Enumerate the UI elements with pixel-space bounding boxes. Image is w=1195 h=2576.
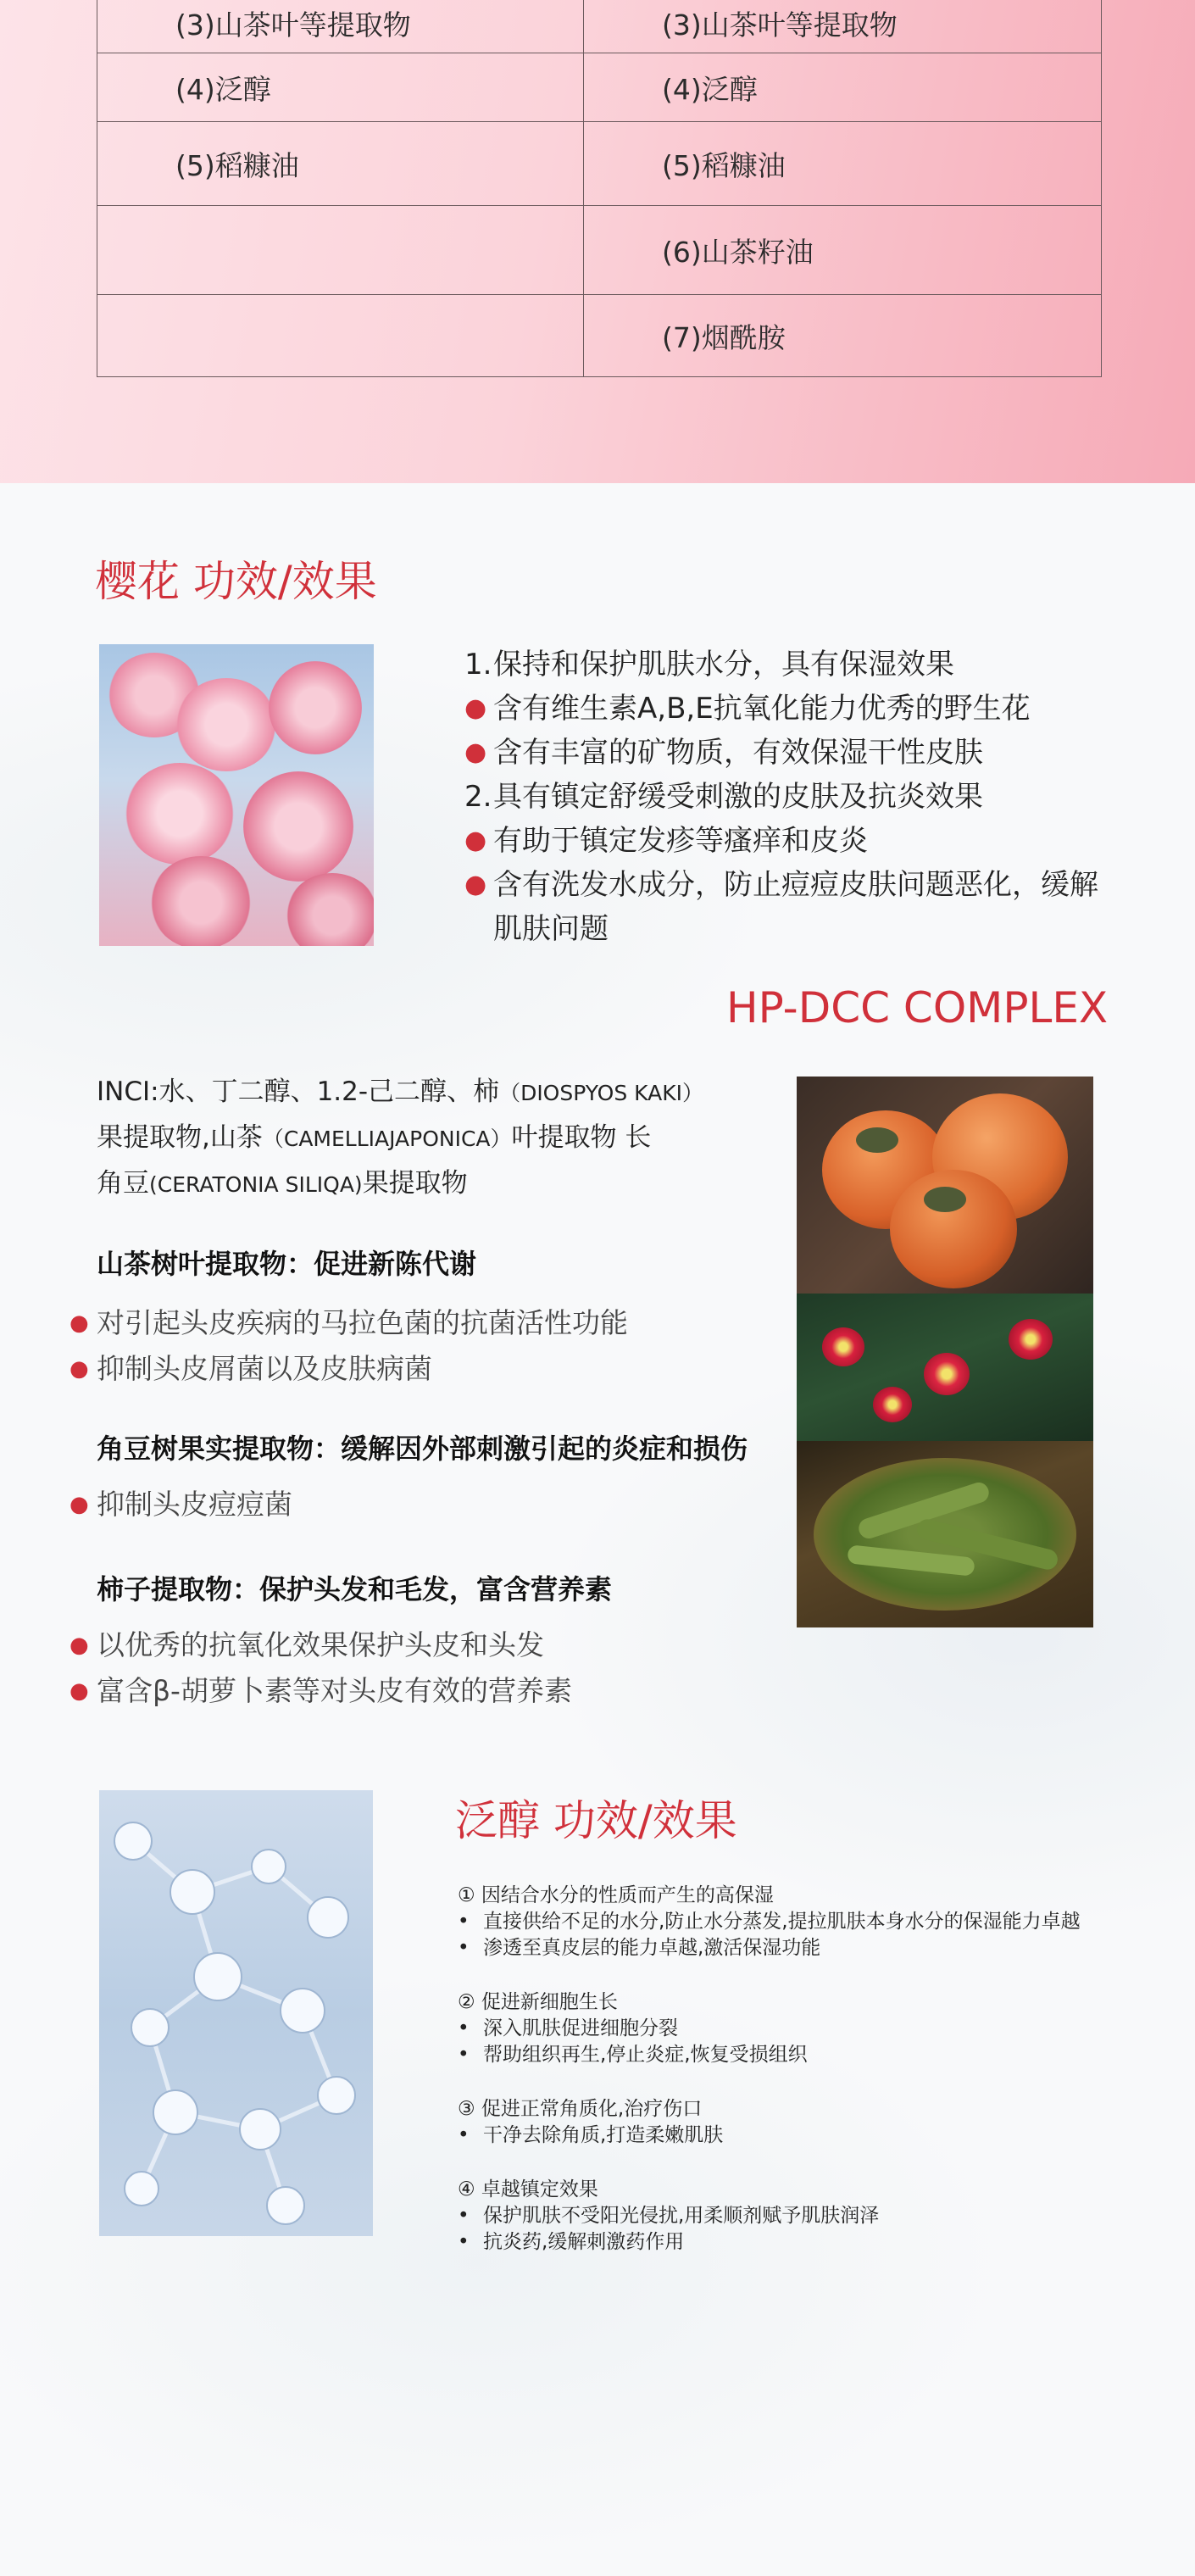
table-cell (97, 295, 584, 376)
persimmon-image (797, 1077, 1093, 1294)
bullet-icon: ● (69, 1356, 89, 1382)
table-row (97, 0, 1101, 53)
ingredient-photos (797, 1077, 1093, 1627)
list-item: ● 富含β-胡萝卜素等对头皮有效的营养素 (69, 1668, 781, 1714)
effect-group: ② 促进新细胞生长 • 深入肌肤促进细胞分裂 • 帮助组织再生,停止炎症,恢复受损组织 (458, 1989, 1127, 2068)
list-item: • 渗透至真皮层的能力卓越,激活保湿功能 (458, 1937, 821, 1959)
list-item: 1. 保持和保护肌肤水分，具有保湿效果 (464, 648, 954, 682)
list-item: • 直接供给不足的水分,防止水分蒸发,提拉肌肤本身水分的保湿能力卓越 (458, 1911, 1081, 1933)
table-cell: (5)稻糠油 (97, 122, 584, 205)
list-item: ● 含有洗发水成分，防止痘痘皮肤问题恶化，缓解 (464, 868, 1098, 902)
panthenol-title: 泛醇 功效/效果 (455, 1796, 737, 1845)
list-item: • 深入肌肤促进细胞分裂 (458, 2017, 678, 2039)
table-cell (97, 206, 584, 294)
list-item: ● 抑制头皮痘痘菌 (69, 1482, 781, 1527)
effect-group: ③ 促进正常角质化,治疗伤口 • 干净去除角质,打造柔嫩肌肤 (458, 2095, 1127, 2149)
persimmon-heading: 柿子提取物：保护头发和毛发，富含营养素 (97, 1573, 613, 1605)
carob-beans-image (797, 1441, 1093, 1627)
list-item: ● 含有丰富的矿物质，有效保湿干性皮肤 (464, 736, 983, 770)
sakura-effects-list (464, 643, 1109, 951)
table-cell: (5)稻糠油 (662, 148, 786, 182)
table-cell: (4)泛醇 (662, 72, 758, 106)
table-cell: (7)烟酰胺 (662, 320, 786, 354)
table-cell: (3)山茶叶等提取物 (662, 8, 898, 42)
list-item: ● 有助于镇定发疹等瘙痒和皮炎 (464, 824, 868, 858)
table-row (97, 206, 1101, 295)
carob-heading: 角豆树果实提取物：缓解因外部刺激引起的炎症和损伤 (97, 1433, 748, 1465)
table-row (97, 122, 1101, 206)
bullet-icon: ● (69, 1678, 89, 1704)
bullet-icon: ● (69, 1633, 89, 1658)
camellia-image (797, 1294, 1093, 1441)
camellia-heading: 山茶树叶提取物：促进新陈代谢 (97, 1248, 477, 1280)
list-item: • 抗炎药,缓解刺激药作用 (458, 2231, 685, 2253)
list-item: 2. 具有镇定舒缓受刺激的皮肤及抗炎效果 (464, 780, 983, 814)
panthenol-effects-list (458, 1882, 1127, 2283)
list-item: • 保护肌肤不受阳光侵扰,用柔顺剂赋予肌肤润泽 (458, 2205, 880, 2227)
cherry-blossom-image (99, 644, 374, 946)
ingredient-table (97, 0, 1102, 377)
camellia-list (69, 1300, 781, 1392)
table-row (97, 53, 1101, 122)
sakura-title: 樱花 功效/效果 (95, 557, 377, 606)
ingredient-table-section (0, 0, 1195, 483)
complex-title: HP-DCC COMPLEX (726, 983, 1109, 1032)
list-item: • 帮助组织再生,停止炎症,恢复受损组织 (458, 2044, 808, 2066)
effect-group: ① 因结合水分的性质而产生的高保湿 • 直接供给不足的水分,防止水分蒸发,提拉肌肤本身水分的保湿能力卓越 • 渗透至真皮层的能力卓越,激活保湿功能 (458, 1882, 1127, 1961)
carob-list (69, 1482, 781, 1527)
table-cell: (6)山茶籽油 (662, 235, 814, 269)
bullet-icon: ● (69, 1492, 89, 1517)
table-cell: (3)山茶叶等提取物 (97, 0, 584, 53)
list-item: ● 以优秀的抗氧化效果保护头皮和头发 (69, 1622, 781, 1668)
list-item: ● 含有维生素A,B,E抗氧化能力优秀的野生花 (464, 692, 1031, 726)
effect-group: ④ 卓越镇定效果 • 保护肌肤不受阳光侵扰,用柔顺剂赋予肌肤润泽 • 抗炎药,缓解刺激药作用 (458, 2176, 1127, 2256)
inci-text: INCI:水、丁二醇、1.2-己二醇、柿（DIOSPYOS KAKI） 果提取物,山茶（CAMELLIAJAPONICA）叶提取物 长 角豆(CERATONIA SILIQA)果提取物 (97, 1077, 703, 1199)
persimmon-list (69, 1622, 781, 1714)
list-item: ● 对引起头皮疾病的马拉色菌的抗菌活性功能 (69, 1300, 781, 1346)
table-cell: (4)泛醇 (97, 53, 584, 121)
list-item: 肌肤问题 (493, 912, 609, 946)
bullet-icon: ● (69, 1310, 89, 1336)
list-item: • 干净去除角质,打造柔嫩肌肤 (458, 2124, 724, 2146)
molecule-image (99, 1790, 373, 2236)
list-item: ● 抑制头皮屑菌以及皮肤病菌 (69, 1346, 781, 1392)
table-row (97, 295, 1101, 377)
